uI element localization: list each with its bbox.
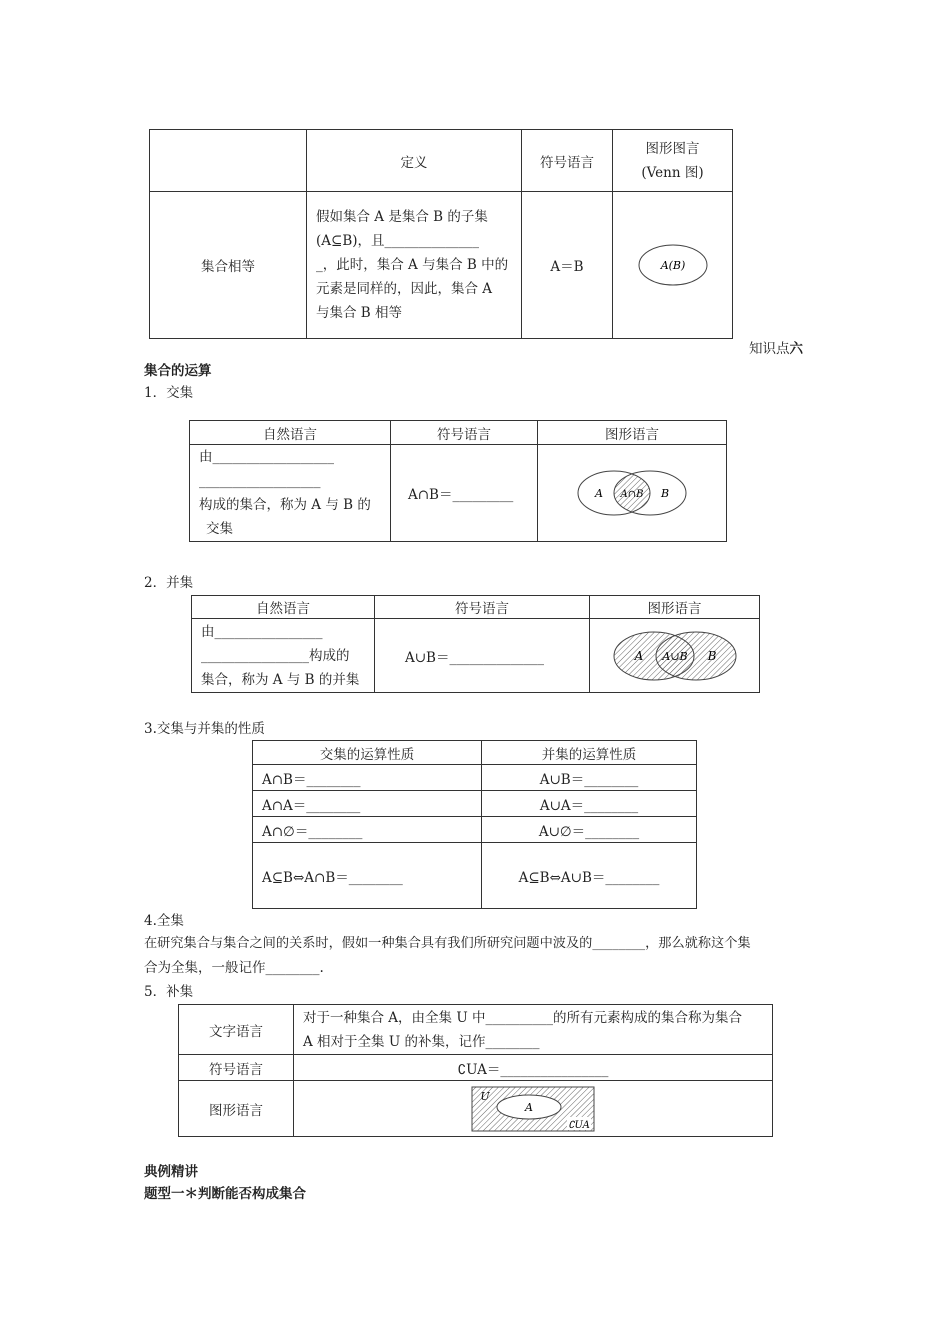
property-cell: A∪∅＝________ xyxy=(482,817,697,843)
natural-cell xyxy=(190,445,391,542)
intersection-table xyxy=(189,420,727,542)
label-text-language: 文字语言 xyxy=(179,1005,294,1055)
header-natural: 自然语言 xyxy=(192,596,375,619)
property-cell: A∩A＝________ xyxy=(253,791,482,817)
intersection-label: A∩B xyxy=(620,489,644,500)
complement-title: 5．补集 xyxy=(144,984,194,1000)
row-label: 集合相等 xyxy=(150,192,307,339)
universal-set-title: 4.全集 xyxy=(144,913,184,929)
graph-cell xyxy=(538,445,727,542)
natural-cell xyxy=(192,619,375,693)
header-union-props: 并集的运算性质 xyxy=(482,741,697,765)
kp-label-text: 知识点 xyxy=(749,341,790,357)
universal-set-text-line2: 合为全集，一般记作________. xyxy=(144,960,324,976)
set-a-label: A xyxy=(525,1100,533,1114)
header-venn xyxy=(613,130,733,192)
definition-cell xyxy=(307,192,522,339)
symbol-cell: A∪B＝______________ xyxy=(375,619,590,693)
knowledge-point-label xyxy=(749,337,803,357)
natural-line: 由________________ xyxy=(201,623,323,640)
intersection-title: 1．交集 xyxy=(144,385,194,401)
definition-line: 假如集合 A 是集合 B 的子集 xyxy=(316,209,488,225)
natural-line: 构成的集合，称为 A 与 B 的 xyxy=(199,497,371,513)
natural-line: __________________ xyxy=(199,473,321,489)
definition-line: _，此时，集合 A 与集合 B 中的 xyxy=(316,257,509,273)
property-cell: A∩B＝________ xyxy=(253,765,482,791)
text-line: 对于一种集合 A，由全集 U 中__________的所有元素构成的集合称为集合 xyxy=(303,1009,742,1026)
header-venn-line1: 图形图言 xyxy=(645,140,700,157)
label-symbol-language: 符号语言 xyxy=(179,1055,294,1081)
symbol-cell: A∩B＝_________ xyxy=(391,445,538,542)
natural-line: ________________构成的 xyxy=(201,647,350,664)
header-empty xyxy=(150,130,307,192)
property-cell: A∪A＝________ xyxy=(482,791,697,817)
header-definition: 定义 xyxy=(307,130,522,192)
definition-line: (A⊆B)，且______________ xyxy=(316,233,480,249)
definition-line: 元素是同样的，因此，集合 A xyxy=(316,281,493,297)
natural-line: 交集 xyxy=(206,521,233,537)
property-cell: A⊆B⇔A∩B＝________ xyxy=(253,843,482,909)
graph-cell xyxy=(590,619,760,693)
header-graph: 图形语言 xyxy=(538,421,727,445)
set-a-label: A xyxy=(595,487,603,500)
universal-set-text-line1: 在研究集合与集合之间的关系时，假如一种集合具有我们所研究问题中波及的________，那么就称这个集 xyxy=(144,936,751,951)
venn-union-diagram xyxy=(612,629,738,683)
union-label: A∪B xyxy=(661,649,688,663)
set-equality-table xyxy=(149,129,733,339)
complement-table xyxy=(178,1004,773,1137)
section-title: 集合的运算 xyxy=(144,363,212,379)
set-a-label: A xyxy=(634,648,643,663)
header-symbol: 符号语言 xyxy=(522,130,613,192)
header-graph: 图形语言 xyxy=(590,596,760,619)
set-b-label: B xyxy=(660,487,670,500)
examples-title: 典例精讲 xyxy=(144,1164,198,1180)
properties-table xyxy=(252,740,697,909)
label-graph-language: 图形语言 xyxy=(179,1081,294,1137)
property-cell: A∩∅＝________ xyxy=(253,817,482,843)
header-symbol: 符号语言 xyxy=(375,596,590,619)
kp-label-number: 六 xyxy=(789,341,803,357)
header-intersection-props: 交集的运算性质 xyxy=(253,741,482,765)
venn-equal-diagram xyxy=(633,240,713,290)
venn-complement-diagram xyxy=(471,1086,595,1132)
header-natural: 自然语言 xyxy=(190,421,391,445)
graph-cell xyxy=(294,1081,773,1137)
definition-line: 与集合 B 相等 xyxy=(316,305,403,321)
text-language-cell xyxy=(294,1005,773,1055)
natural-line: 集合，称为 A 与 B 的并集 xyxy=(201,671,360,688)
type1-title: 题型一＊判断能否构成集合 xyxy=(144,1186,306,1202)
union-table xyxy=(191,595,760,693)
set-b-label: B xyxy=(707,648,716,663)
symbol-cell: ∁UA＝________________ xyxy=(294,1055,773,1081)
symbol-cell: A＝B xyxy=(522,192,613,339)
universal-label: U xyxy=(480,1089,490,1103)
union-title: 2．并集 xyxy=(144,575,194,591)
venn-intersection-diagram xyxy=(577,469,687,517)
venn-label: A(B) xyxy=(660,259,685,272)
venn-cell xyxy=(613,192,733,339)
property-cell: A⊆B⇔A∪B＝________ xyxy=(482,843,697,909)
complement-label: ∁UA xyxy=(568,1119,590,1131)
header-venn-line2: (Venn 图) xyxy=(641,164,704,181)
natural-line: 由__________________ xyxy=(199,449,334,465)
header-symbol: 符号语言 xyxy=(391,421,538,445)
properties-title: 3.交集与并集的性质 xyxy=(144,721,265,737)
text-line: A 相对于全集 U 的补集，记作________ xyxy=(303,1033,540,1050)
property-cell: A∪B＝________ xyxy=(482,765,697,791)
